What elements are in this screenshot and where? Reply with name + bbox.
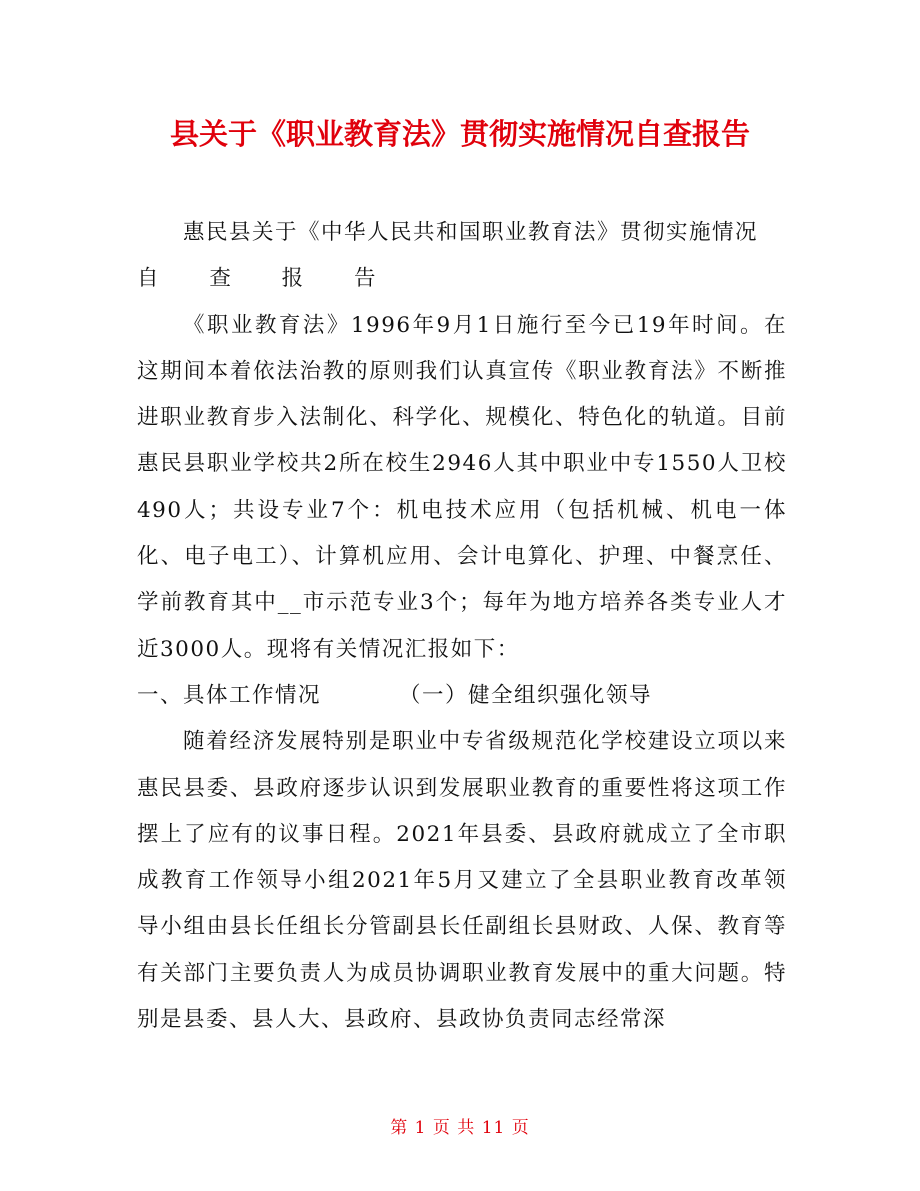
- subtitle-line: 惠民县关于《中华人民共和国职业教育法》贯彻实施情况: [183, 220, 759, 245]
- document-title: 县关于《职业教育法》贯彻实施情况自查报告: [169, 117, 750, 151]
- section-heading: 一、具体工作情况: [137, 682, 322, 708]
- section-heading-row: [137, 673, 787, 719]
- document-body: [137, 210, 787, 1043]
- page-number-footer: 第 1 页 共 11 页: [390, 1118, 530, 1138]
- paragraph-organization: 随着经济发展特别是职业中专省级规范化学校建设立项以来惠民县委、县政府逐步认识到发展职业教育的重要性将这项工作摆上了应有的议事日程。2021年县委、县政府就成立了全市职成教育工作领导小组2021年5月又建立了全县职业教育改革领导小组由县长任组长分管副县长任副组长县财政、人保、教育等有关部门主要负责人为成员协调职业教育发展中的重大问题。特别是县委、县人大、县政府、县政协负责同志经常深: [137, 729, 787, 1033]
- subsection-heading: （一）健全组织强化领导: [399, 682, 653, 708]
- subtitle-report-label: 自 查 报 告: [137, 266, 398, 292]
- paragraph-intro: 《职业教育法》1996年9月1日施行至今已19年时间。在这期间本着依法治教的原则我们认真宣传《职业教育法》不断推进职业教育步入法制化、科学化、规模化、特色化的轨道。目前惠民县职业学校共2所在校生2946人其中职业中专1550人卫校490人；共设专业7个：机电技术应用（包括机械、机电一体化、电子电工）、计算机应用、会计电算化、护理、中餐烹任、学前教育其中__市示范专业3个；每年为地方培养各类专业人才近3000人。现将有关情况汇报如下：: [137, 312, 787, 662]
